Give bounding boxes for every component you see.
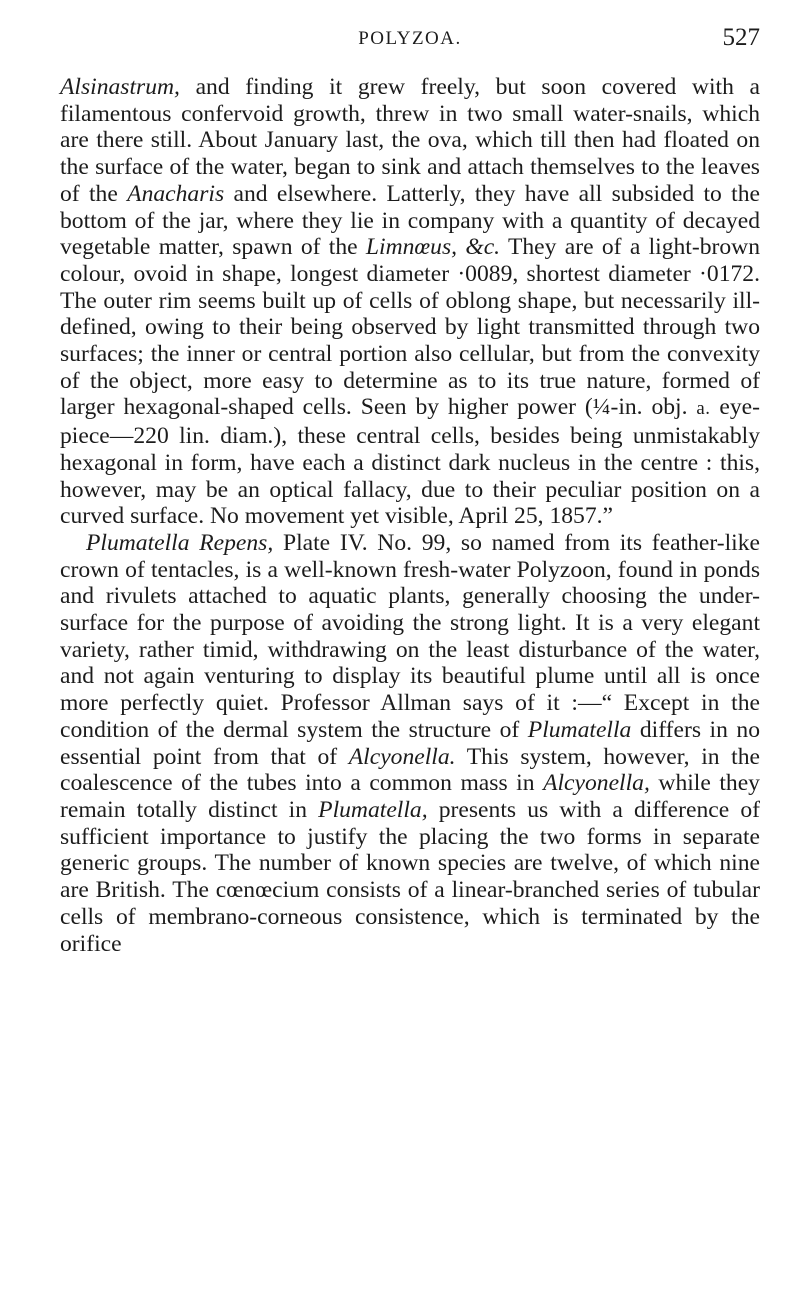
text-run: and finding it grew freely, but soon covered with a filamentous confervoid growth, threw in two small water-snails, which are there still. About January last, the ova, which till then had floated on the surface of the water, began to sink and attach themselves to the leaves of the [60,74,760,207]
text-run: while they remain totally distinct in [60,770,760,823]
paragraph-continued [60,74,760,530]
italic-term: Plumatella, [318,796,428,823]
book-page [60,24,760,957]
text-run: differs in no essential point from that of [60,716,760,770]
text-run: and elsewhere. Latterly, they have all subsided to the bottom of the jar, where they lie in company with a quantity of decayed vegetable matter, spawn of the [60,180,760,261]
italic-term: Alsinastrum, [60,74,180,100]
italic-term: Alcyonella, [543,770,650,797]
italic-term: Alcyonella. [348,743,456,770]
text-run: Plate IV. No. 99, so named from its feather-like crown of tentacles, is a well-known fresh-water Polyzoon, found in ponds and rivulets attached to aquatic plants, generally choosing the under-surface for the purpose of avoiding the strong light. It is a very elegant variety, rather timid, withdrawing on the least disturbance of the water, and not again venturing to display its beautiful plume until all is once more perfectly quiet. Professor Allman says of it :—“ Except in the condition of the dermal system the structure of [60,529,760,743]
italic-term: Anacharis [127,180,225,207]
small-caps-term: a. [696,398,711,420]
paragraph-plumatella [60,530,760,957]
text-run: They are of a light-brown colour, ovoid in shape, longest diameter ·0089, shortest diameter ·0172. The outer rim seems built up of cells of oblong shape, but necessarily ill-defined, owing to their being observed by light transmitted through two surfaces; the inner or central portion also cellular, but from the convexity of the object, more easy to determine as to its true nature, formed of larger hexagonal-shaped cells. Seen by higher power (¼-in. obj. [60,234,760,421]
page-number: 527 [722,24,760,51]
italic-term: Limnœus, &c. [365,234,501,261]
text-run: presents us with a difference of sufficient importance to justify the placing the two forms in separate generic groups. The number of known species are twelve, of which nine are British. The cœnœcium consists of a linear-branched series of tubular cells of membrano-corneous consistence, which is terminated by the orifice [60,796,760,957]
text-run: eye-piece—220 lin. diam.), these central cells, besides being unmistakably hexagonal in form, have each a distinct dark nucleus in the centre : this, however, may be an optical fallacy, due to their peculiar position on a curved surface. No movement yet visible, April 25, 1857.” [60,394,760,530]
italic-term: Plumatella Repens, [86,529,274,556]
running-title: POLYZOA. [358,28,462,49]
text-run: This system, however, in the coalescence of the tubes into a common mass in [60,743,760,797]
italic-term: Plumatella [527,716,632,743]
running-head [60,24,760,60]
body-text [60,74,760,957]
